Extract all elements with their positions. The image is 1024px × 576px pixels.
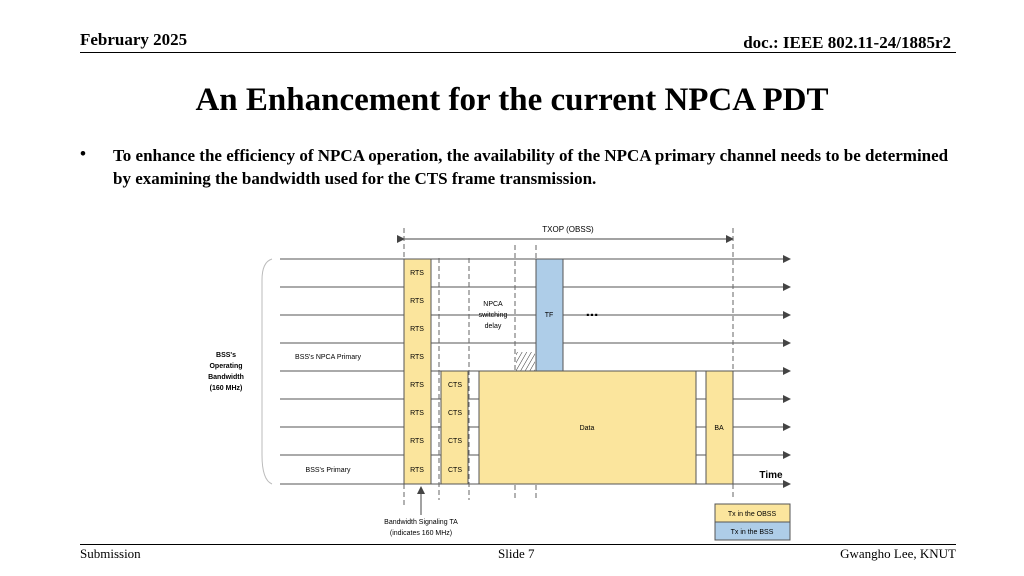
switching-hatch: [516, 352, 535, 371]
footer-submission: Submission: [80, 546, 141, 561]
bss-primary-label: BSS's Primary: [305, 467, 351, 474]
footer-author: Gwangho Lee, KNUT: [840, 546, 956, 561]
continuation-ellipsis: ...: [585, 303, 599, 320]
cts-frames: [441, 371, 468, 484]
footer-slide-number: Slide 7: [498, 546, 535, 561]
svg-text:Bandwidth: Bandwidth: [208, 374, 244, 381]
time-axis-label: Time: [759, 470, 783, 481]
legend: [715, 504, 790, 540]
cts-label: CTS: [448, 438, 462, 445]
rts-frames: [404, 259, 431, 484]
tf-label: TF: [544, 312, 554, 319]
bullet-text: To enhance the efficiency of NPCA operation, the availability of the NPCA primary channel needs to be determined by examining the bandwidth used for the CTS frame transmission.: [113, 146, 949, 188]
rts-label: RTS: [410, 438, 424, 445]
svg-text:delay: delay: [484, 323, 502, 330]
bullet-marker: •: [80, 144, 86, 163]
svg-text:BSS's: BSS's: [216, 352, 236, 359]
header-date: February 2025: [80, 30, 188, 49]
rts-label: RTS: [410, 326, 424, 333]
svg-text:switching: switching: [478, 312, 508, 319]
cts-label: CTS: [448, 410, 462, 417]
signaling-label: Bandwidth Signaling TA: [384, 519, 458, 526]
cts-label: CTS: [448, 382, 462, 389]
header-doc-id: doc.: IEEE 802.11-24/1885r2: [743, 33, 951, 52]
rts-label: RTS: [410, 298, 424, 305]
svg-text:NPCA: NPCA: [483, 301, 503, 308]
cts-label: CTS: [448, 467, 462, 474]
rts-frame: [404, 259, 431, 484]
signaling-sublabel: (indicates 160 MHz): [389, 530, 453, 537]
txop-label: TXOP (OBSS): [542, 225, 594, 234]
data-label: Data: [579, 425, 595, 432]
bandwidth-brace: [262, 259, 272, 484]
legend-bss-label: Tx in the BSS: [730, 529, 774, 536]
slide-title: An Enhancement for the current NPCA PDT: [195, 82, 829, 118]
legend-obss-label: Tx in the OBSS: [727, 511, 777, 518]
rts-label: RTS: [410, 467, 424, 474]
rts-label: RTS: [410, 270, 424, 277]
rts-label: RTS: [410, 410, 424, 417]
rts-label: RTS: [410, 382, 424, 389]
npca-primary-label: BSS's NPCA Primary: [295, 354, 361, 361]
ba-label: BA: [714, 425, 724, 432]
footer-rule: [80, 544, 956, 545]
svg-text:Operating: Operating: [209, 363, 243, 370]
bss-operating-bandwidth-label: [208, 352, 244, 392]
rts-label: RTS: [410, 354, 424, 361]
npca-switching-delay: [479, 301, 535, 371]
svg-text:(160 MHz): (160 MHz): [209, 385, 243, 392]
